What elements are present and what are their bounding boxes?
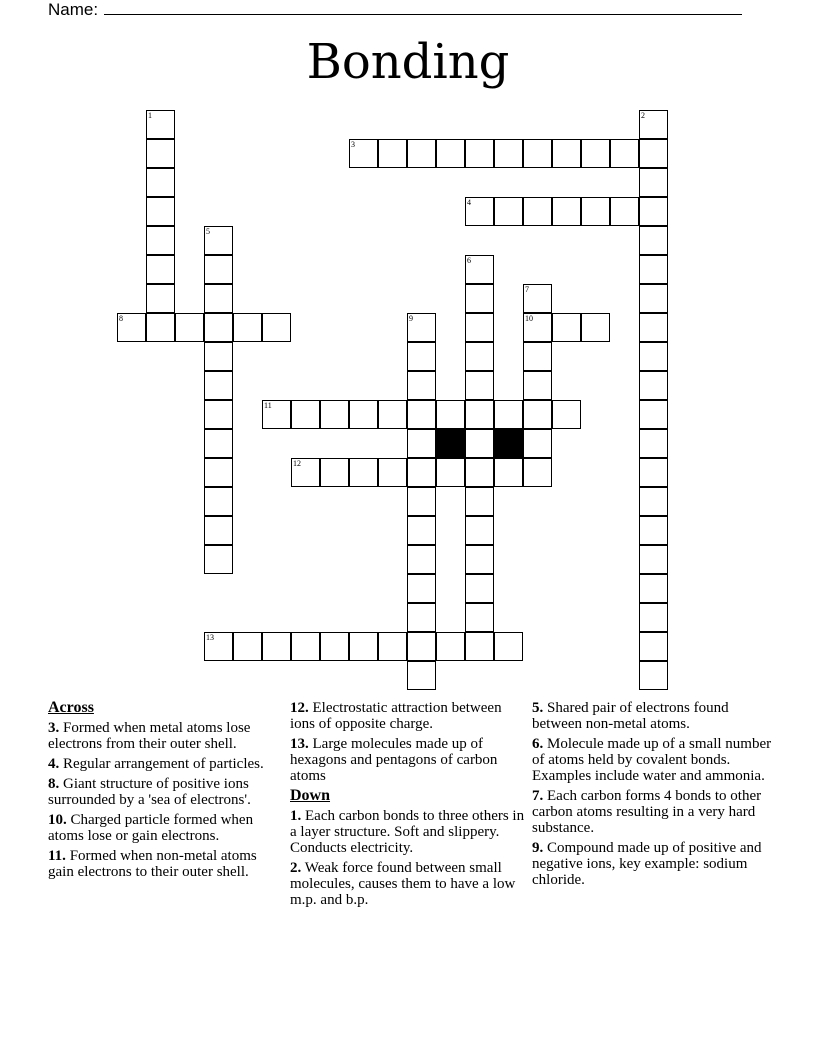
clue-number: 6 xyxy=(467,256,471,265)
grid-cell[interactable] xyxy=(639,487,668,516)
clue-number: 10 xyxy=(525,314,533,323)
grid-cell[interactable] xyxy=(639,545,668,574)
grid-cell[interactable] xyxy=(639,197,668,226)
grid-cell[interactable] xyxy=(146,139,175,168)
clue-number-label: 4. xyxy=(48,756,60,772)
clues-column-1 xyxy=(48,700,278,884)
grid-cell[interactable] xyxy=(639,168,668,197)
grid-cell[interactable] xyxy=(407,429,436,458)
grid-cell[interactable] xyxy=(465,400,494,429)
clue-number: 9 xyxy=(409,314,413,323)
grid-cell[interactable] xyxy=(407,400,436,429)
grid-cell[interactable] xyxy=(523,139,552,168)
grid-cell[interactable] xyxy=(639,458,668,487)
grid-cell[interactable] xyxy=(494,458,523,487)
grid-cell[interactable] xyxy=(465,632,494,661)
grid-cell[interactable] xyxy=(436,632,465,661)
clue-number-label: 13. xyxy=(290,736,309,752)
grid-cell[interactable] xyxy=(407,342,436,371)
grid-cell[interactable] xyxy=(465,458,494,487)
clue-item xyxy=(532,840,772,888)
clues-column-2 xyxy=(290,700,530,912)
grid-cell[interactable] xyxy=(378,458,407,487)
clue-item xyxy=(48,720,278,752)
clue-item xyxy=(532,736,772,784)
grid-cell[interactable] xyxy=(465,255,494,284)
grid-cell[interactable] xyxy=(349,632,378,661)
grid-cell[interactable] xyxy=(349,400,378,429)
grid-cell[interactable] xyxy=(407,632,436,661)
grid-cell[interactable] xyxy=(465,342,494,371)
grid-cell[interactable] xyxy=(639,284,668,313)
clue-number-label: 7. xyxy=(532,788,544,804)
grid-cell[interactable] xyxy=(204,284,233,313)
grid-cell[interactable] xyxy=(204,255,233,284)
grid-cell[interactable] xyxy=(436,139,465,168)
clue-item xyxy=(290,736,530,784)
grid-cell[interactable] xyxy=(639,632,668,661)
grid-cell[interactable] xyxy=(465,574,494,603)
grid-cell[interactable] xyxy=(204,487,233,516)
clue-number: 11 xyxy=(264,401,272,410)
grid-cell[interactable] xyxy=(204,226,233,255)
clue-number-label: 11. xyxy=(48,848,66,864)
grid-cell[interactable] xyxy=(320,458,349,487)
clue-number-label: 6. xyxy=(532,736,544,752)
grid-cell[interactable] xyxy=(407,313,436,342)
grid-cell[interactable] xyxy=(204,458,233,487)
clue-number: 1 xyxy=(148,111,152,120)
grid-cell[interactable] xyxy=(233,313,262,342)
grid-cell[interactable] xyxy=(320,632,349,661)
grid-cell[interactable] xyxy=(552,139,581,168)
clue-number-label: 1. xyxy=(290,808,302,824)
grid-cell[interactable] xyxy=(262,632,291,661)
clue-number: 8 xyxy=(119,314,123,323)
grid-cell[interactable] xyxy=(320,400,349,429)
grid-cell[interactable] xyxy=(465,139,494,168)
grid-cell[interactable] xyxy=(610,197,639,226)
grid-cell[interactable] xyxy=(639,603,668,632)
clue-heading: Across xyxy=(48,699,94,716)
clue-number-label: 8. xyxy=(48,776,60,792)
grid-cell[interactable] xyxy=(639,574,668,603)
clue-number: 4 xyxy=(467,198,471,207)
grid-cell[interactable] xyxy=(146,313,175,342)
grid-cell[interactable] xyxy=(639,371,668,400)
clue-text: Giant structure of positive ions surrounded by a 'sea of electrons'. xyxy=(48,776,251,808)
grid-cell[interactable] xyxy=(552,313,581,342)
clue-heading: Down xyxy=(290,787,331,804)
grid-cell[interactable] xyxy=(146,255,175,284)
grid-cell[interactable] xyxy=(639,139,668,168)
grid-cell[interactable] xyxy=(349,458,378,487)
grid-cell[interactable] xyxy=(639,255,668,284)
grid-cell[interactable] xyxy=(262,313,291,342)
grid-cell[interactable] xyxy=(494,139,523,168)
grid-cell[interactable] xyxy=(407,371,436,400)
clue-text: Formed when metal atoms lose electrons from their outer shell. xyxy=(48,720,251,752)
clue-number-label: 5. xyxy=(532,700,544,716)
clue-item xyxy=(290,700,530,732)
grid-cell[interactable] xyxy=(494,632,523,661)
clue-number: 7 xyxy=(525,285,529,294)
page-title: Bonding xyxy=(306,34,510,90)
grid-cell[interactable] xyxy=(407,545,436,574)
grid-cell[interactable] xyxy=(552,197,581,226)
grid-cell[interactable] xyxy=(523,342,552,371)
grid-cell[interactable] xyxy=(523,197,552,226)
clue-number: 12 xyxy=(293,459,301,468)
clue-text: Shared pair of electrons found between non-metal atoms. xyxy=(532,700,729,732)
grid-cell[interactable] xyxy=(117,313,146,342)
grid-cell[interactable] xyxy=(378,632,407,661)
grid-cell[interactable] xyxy=(465,197,494,226)
grid-cell[interactable] xyxy=(494,197,523,226)
grid-cell[interactable] xyxy=(407,661,436,690)
grid-cell[interactable] xyxy=(146,197,175,226)
clue-text: Molecule made up of a small number of atoms held by covalent bonds. Examples include water and ammonia. xyxy=(532,736,772,784)
clues-column-3 xyxy=(532,700,772,892)
grid-cell[interactable] xyxy=(407,574,436,603)
grid-cell[interactable] xyxy=(639,400,668,429)
grid-cell[interactable] xyxy=(204,545,233,574)
grid-cell[interactable] xyxy=(465,545,494,574)
clue-text: Each carbon bonds to three others in a layer structure. Soft and slippery. Conducts electricity. xyxy=(290,808,525,856)
grid-cell[interactable] xyxy=(204,429,233,458)
grid-cell[interactable] xyxy=(523,429,552,458)
grid-cell[interactable] xyxy=(639,226,668,255)
black-cell xyxy=(436,429,465,458)
grid-cell[interactable] xyxy=(204,313,233,342)
grid-cell[interactable] xyxy=(639,110,668,139)
clue-text: Weak force found between small molecules, causes them to have a low m.p. and b.p. xyxy=(290,860,516,908)
grid-cell[interactable] xyxy=(407,487,436,516)
grid-cell[interactable] xyxy=(523,458,552,487)
clue-item xyxy=(48,812,278,844)
grid-cell[interactable] xyxy=(407,458,436,487)
clue-text: Each carbon forms 4 bonds to other carbon atoms resulting in a very hard substance. xyxy=(532,788,762,836)
clue-text: Charged particle formed when atoms lose or gain electrons. xyxy=(48,812,254,844)
clue-number: 2 xyxy=(641,111,645,120)
clue-item xyxy=(48,756,278,772)
name-label: Name: xyxy=(48,0,99,19)
grid-cell[interactable] xyxy=(291,632,320,661)
grid-cell[interactable] xyxy=(204,371,233,400)
grid-cell[interactable] xyxy=(291,458,320,487)
black-cell xyxy=(494,429,523,458)
grid-cell[interactable] xyxy=(639,342,668,371)
clue-item xyxy=(48,776,278,808)
clue-item xyxy=(290,808,530,856)
grid-cell[interactable] xyxy=(436,400,465,429)
grid-cell[interactable] xyxy=(175,313,204,342)
grid-cell[interactable] xyxy=(494,400,523,429)
grid-cell[interactable] xyxy=(465,603,494,632)
grid-cell[interactable] xyxy=(407,139,436,168)
grid-cell[interactable] xyxy=(552,400,581,429)
grid-cell[interactable] xyxy=(204,400,233,429)
grid-cell[interactable] xyxy=(146,168,175,197)
grid-cell[interactable] xyxy=(581,313,610,342)
clue-number: 3 xyxy=(351,140,355,149)
grid-cell[interactable] xyxy=(349,139,378,168)
grid-cell[interactable] xyxy=(581,197,610,226)
grid-cell[interactable] xyxy=(581,139,610,168)
clue-item xyxy=(532,700,772,732)
grid-cell[interactable] xyxy=(204,342,233,371)
grid-cell[interactable] xyxy=(639,313,668,342)
grid-cell[interactable] xyxy=(523,400,552,429)
grid-cell[interactable] xyxy=(465,371,494,400)
clue-number-label: 12. xyxy=(290,700,309,716)
grid-cell[interactable] xyxy=(146,110,175,139)
grid-cell[interactable] xyxy=(146,226,175,255)
grid-cell[interactable] xyxy=(465,429,494,458)
grid-cell[interactable] xyxy=(523,313,552,342)
clue-text: Regular arrangement of particles. xyxy=(63,756,264,772)
grid-cell[interactable] xyxy=(204,632,233,661)
grid-cell[interactable] xyxy=(639,516,668,545)
grid-cell[interactable] xyxy=(610,139,639,168)
grid-cell[interactable] xyxy=(146,284,175,313)
grid-cell[interactable] xyxy=(407,603,436,632)
clue-item xyxy=(48,848,278,880)
grid-cell[interactable] xyxy=(639,429,668,458)
clue-text: Formed when non-metal atoms gain electrons to their outer shell. xyxy=(48,848,257,880)
grid-cell[interactable] xyxy=(465,516,494,545)
clue-text: Electrostatic attraction between ions of opposite charge. xyxy=(290,700,502,732)
grid-cell[interactable] xyxy=(465,284,494,313)
grid-cell[interactable] xyxy=(378,139,407,168)
grid-cell[interactable] xyxy=(407,516,436,545)
grid-cell[interactable] xyxy=(465,313,494,342)
grid-cell[interactable] xyxy=(233,632,262,661)
grid-cell[interactable] xyxy=(378,400,407,429)
grid-cell[interactable] xyxy=(262,400,291,429)
clue-number-label: 9. xyxy=(532,840,544,856)
clue-item xyxy=(532,788,772,836)
grid-cell[interactable] xyxy=(639,661,668,690)
clue-number-label: 10. xyxy=(48,812,67,828)
grid-cell[interactable] xyxy=(523,284,552,313)
clue-item xyxy=(290,860,530,908)
clue-number-label: 2. xyxy=(290,860,302,876)
clue-number-label: 3. xyxy=(48,720,60,736)
grid-cell[interactable] xyxy=(523,371,552,400)
clue-text: Compound made up of positive and negative ions, key example: sodium chloride. xyxy=(532,840,762,888)
grid-cell[interactable] xyxy=(291,400,320,429)
clue-number: 13 xyxy=(206,633,214,642)
clue-number: 5 xyxy=(206,227,210,236)
grid-cell[interactable] xyxy=(204,516,233,545)
grid-cell[interactable] xyxy=(436,458,465,487)
clue-text: Large molecules made up of hexagons and pentagons of carbon atoms xyxy=(290,736,498,784)
grid-cell[interactable] xyxy=(465,487,494,516)
